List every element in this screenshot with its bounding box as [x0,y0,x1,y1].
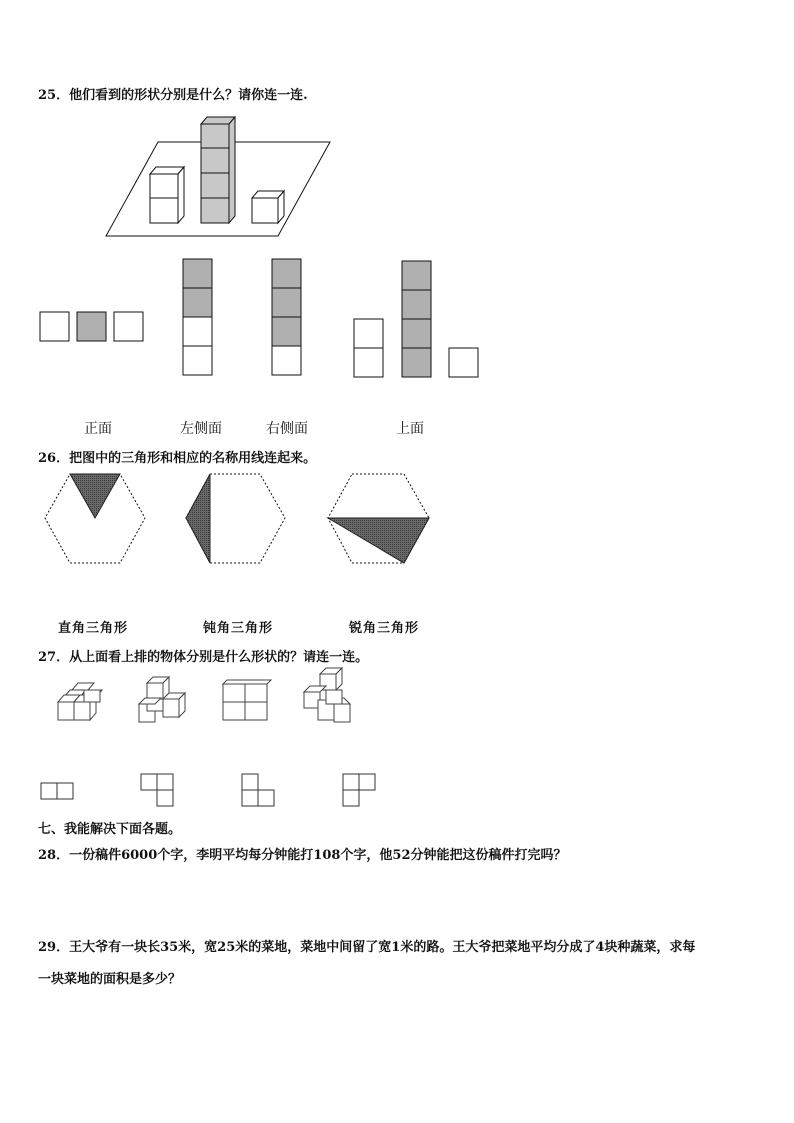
label-top: 上面 [396,421,424,437]
q27-prompt: 27．从上面看上排的物体分别是什么形状的？请连一连。 [38,650,369,665]
q28-prompt: 28．一份稿件6000个字，李明平均每分钟能打108个字，他52分钟能把这份稿件打完吗？ [38,848,567,863]
q29-prompt-line2: 一块菜地的面积是多少？ [38,972,182,987]
q29-prompt-line1: 29．王大爷有一块长35米，宽25米的菜地，菜地中间留了宽1米的路。王大爷把菜地平均分成了4块种蔬菜，求每 [38,940,696,955]
q25-prompt: 25．他们看到的形状分别是什么？请你连一连. [38,88,308,103]
label-acute-triangle: 锐角三角形 [349,621,420,636]
section7-title: 七、我能解决下面各题。 [38,822,182,837]
label-obtuse-triangle: 钝角三角形 [203,621,274,636]
label-left-side: 左侧面 [180,421,222,437]
label-right-triangle: 直角三角形 [58,621,129,636]
label-right-side: 右侧面 [266,421,308,437]
label-front: 正面 [84,421,112,437]
q26-prompt: 26．把图中的三角形和相应的名称用线连起来。 [38,451,317,466]
